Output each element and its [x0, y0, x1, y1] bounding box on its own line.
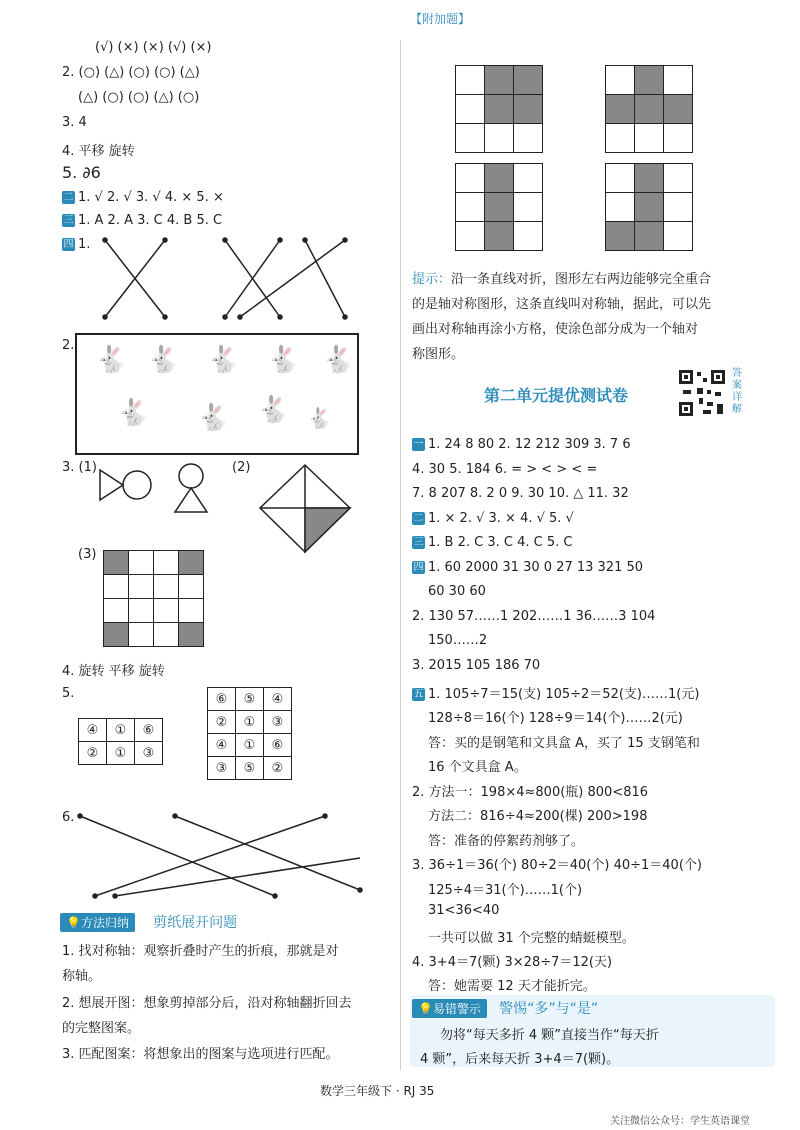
bunny-icon: 🐇 — [197, 403, 230, 433]
r7a: 3. 36÷1＝36(个) 80÷2＝40(个) 40÷1＝40(个) — [412, 858, 702, 873]
s4-row — [62, 237, 90, 252]
r4b: 60 30 60 — [428, 584, 486, 599]
r4d: 150……2 — [428, 633, 488, 648]
r5b: 128÷8＝16(个) 128÷9＝14(个)……2(元) — [428, 711, 683, 726]
grid-cell: ⑥ — [135, 719, 163, 742]
l5: 5. ∂6 — [62, 163, 101, 182]
symmetry-grid — [455, 65, 543, 153]
s3-answers: 1. A 2. A 3. C 4. B 5. C — [78, 213, 223, 228]
s4-5-label: 5. — [62, 686, 75, 701]
matching-lines-1 — [90, 235, 370, 325]
r7d: 一共可以做 31 个完整的蜻蜓模型。 — [428, 931, 635, 946]
grid-cell — [635, 95, 664, 124]
r5d: 16 个文具盒 A。 — [428, 760, 527, 775]
grid-cell — [456, 124, 485, 153]
grid-cell — [456, 95, 485, 124]
grid-cell: ③ — [208, 757, 236, 780]
grid-cell — [456, 193, 485, 222]
grid-cell — [606, 95, 635, 124]
warning-header — [412, 998, 598, 1018]
l2b: (△) (○) (○) (△) (○) — [78, 90, 200, 105]
grid-cell: ④ — [264, 688, 292, 711]
method-title: 剪纸展开问题 — [153, 915, 238, 931]
warn2: 4 颗”，后来每天折 3+4＝7(颗)。 — [420, 1052, 620, 1067]
s4-3-2-label: (2) — [232, 460, 251, 475]
s4-6-label: 6. — [62, 810, 75, 825]
grid-cell — [514, 193, 543, 222]
matching-lines-6 — [75, 808, 375, 903]
grid-cell — [485, 95, 514, 124]
grid-cell: ⑤ — [236, 688, 264, 711]
s3-badge: 三 — [63, 215, 74, 226]
qr-side-label: 答案详解 — [732, 368, 742, 415]
method-header — [60, 912, 237, 932]
grid-cell: ③ — [135, 742, 163, 765]
grid-cell — [456, 164, 485, 193]
grid-cell: ① — [236, 711, 264, 734]
grid-cell — [485, 124, 514, 153]
r2-badge: 二 — [413, 513, 424, 524]
bunny-icon: 🐇 — [322, 345, 355, 375]
grid-cell — [664, 164, 693, 193]
grid-cell: ④ — [79, 719, 107, 742]
s2-row — [62, 190, 224, 205]
hint3: 画出对称轴再涂小方格，使涂色部分成为一个轴对 — [412, 322, 699, 337]
s2-badge: 二 — [63, 192, 74, 203]
r5c: 答：买的是钢笔和文具盒 A，买了 15 支钢笔和 — [428, 736, 700, 751]
grid-cell: ② — [208, 711, 236, 734]
s4-4: 4. 旋转 平移 旋转 — [62, 664, 165, 679]
grid-cell — [456, 222, 485, 251]
grid-3 — [103, 550, 204, 647]
s4-badge: 四 — [63, 239, 74, 250]
grid-5b — [207, 687, 292, 780]
m1a: 1. 找对称轴：观察折叠时产生的折痕，那就是对 — [62, 944, 339, 959]
r3-row: 三 1. B 2. C 3. C 4. C 5. C — [413, 535, 573, 550]
grid-cell — [635, 193, 664, 222]
r4e: 3. 2015 105 186 70 — [412, 658, 541, 673]
bunny-icon: 🐇 — [207, 345, 240, 375]
l2a: 2. (○) (△) (○) (○) (△) — [62, 65, 200, 80]
grid-cell — [664, 222, 693, 251]
grid-cell — [635, 124, 664, 153]
warning-tag: 💡易错警示 — [412, 999, 487, 1018]
bunny-icon: 🐇 — [95, 345, 128, 375]
m2a: 2. 想展开图：想象剪掉部分后，沿对称轴翻折回去 — [62, 996, 352, 1011]
grid-cell: ① — [107, 742, 135, 765]
page-footer: 数学三年级下 · RJ 35 — [320, 1084, 435, 1098]
s4-2-label: 2. — [62, 338, 75, 353]
hint1: 提示：沿一条直线对折，图形左右两边能够完全重合 — [412, 272, 712, 287]
grid-cell: ④ — [208, 734, 236, 757]
hint-label: 提示： — [412, 272, 452, 287]
s4-1-label: 1. — [78, 237, 91, 252]
bunny-box — [75, 333, 359, 455]
grid-cell: ⑤ — [236, 757, 264, 780]
grid-cell: ③ — [264, 711, 292, 734]
l3: 3. 4 — [62, 115, 87, 130]
symmetry-grid — [605, 65, 693, 153]
grid-cell — [606, 66, 635, 95]
r4c: 2. 130 57……1 202……1 36……3 104 — [412, 609, 656, 624]
method-tag: 💡方法归纳 — [60, 913, 135, 932]
grid-cell — [606, 124, 635, 153]
warning-title: 警惕“多”与“是” — [499, 1001, 599, 1017]
grid-cell: ⑥ — [264, 734, 292, 757]
column-divider — [400, 40, 401, 1070]
r1-row: 一 1. 24 8 80 2. 12 212 309 3. 7 6 — [413, 437, 631, 452]
grid-cell — [635, 222, 664, 251]
unit-title: 第二单元提优测试卷 — [484, 386, 629, 405]
watermark: 关注微信公众号：学生英语课堂 — [610, 1116, 750, 1127]
s3-row — [62, 213, 222, 228]
grid-cell — [514, 164, 543, 193]
bunny-icon: 🐇 — [257, 395, 290, 425]
r5-row: 五 1. 105÷7＝15(支) 105÷2＝52(支)……1(元) — [413, 687, 700, 702]
symmetry-shapes-1 — [95, 460, 225, 520]
r6c: 答：准备的停絮药剂够了。 — [428, 834, 585, 849]
grid-cell — [485, 66, 514, 95]
r1c: 7. 8 207 8. 2 0 9. 30 10. △ 11. 32 — [412, 486, 629, 501]
r7b: 125÷4＝31(个)……1(个) — [428, 883, 583, 898]
grid-cell — [664, 95, 693, 124]
bunny-icon: 🐇 — [307, 406, 332, 430]
grid-cell — [514, 222, 543, 251]
r2-row: 二 1. × 2. √ 3. × 4. √ 5. √ — [413, 511, 574, 526]
hint2: 的是轴对称图形，这条直线叫对称轴，据此，可以先 — [412, 297, 712, 312]
symmetry-shapes-2 — [255, 460, 355, 560]
grid-cell — [485, 222, 514, 251]
r8b: 答：她需要 12 天才能折完。 — [428, 979, 596, 994]
grid-5a — [78, 718, 163, 765]
bunny-icon: 🐇 — [147, 345, 180, 375]
grid-cell: ① — [236, 734, 264, 757]
r4-row: 四 1. 60 2000 31 30 0 27 13 321 50 — [413, 560, 644, 575]
r5-badge: 五 — [413, 689, 424, 700]
grid-cell: ② — [79, 742, 107, 765]
bunny-icon: 🐇 — [117, 398, 150, 428]
r1b: 4. 30 5. 184 6. = > < > < = — [412, 462, 598, 477]
grid-cell — [664, 124, 693, 153]
grid-cell — [514, 95, 543, 124]
grid-cell — [606, 193, 635, 222]
s4-3-3-label: (3) — [78, 547, 97, 562]
grid-cell: ① — [107, 719, 135, 742]
bunny-icon: 🐇 — [267, 345, 300, 375]
m3: 3. 匹配图案：将想象出的图案与选项进行匹配。 — [62, 1047, 339, 1062]
grid-cell — [635, 164, 664, 193]
r3-badge: 三 — [413, 537, 424, 548]
s2-answers: 1. √ 2. √ 3. √ 4. × 5. × — [78, 190, 224, 205]
symmetry-grid — [455, 163, 543, 251]
bulb-icon: 💡 — [418, 1002, 433, 1016]
hint4: 称图形。 — [412, 347, 465, 362]
grid-cell — [635, 66, 664, 95]
r6a: 2. 方法一：198×4≈800(瓶) 800<816 — [412, 785, 649, 800]
symmetry-grid — [605, 163, 693, 251]
extra-title: 【附加题】 — [410, 12, 471, 26]
grid-cell — [485, 164, 514, 193]
grid-cell: ② — [264, 757, 292, 780]
bulb-icon: 💡 — [66, 916, 81, 930]
r4-badge: 四 — [413, 562, 424, 573]
grid-cell: ⑥ — [208, 688, 236, 711]
r6b: 方法二：816÷4≈200(棵) 200>198 — [428, 809, 648, 824]
r1-badge: 一 — [413, 439, 424, 450]
m2b: 的完整图案。 — [62, 1021, 141, 1036]
grid-cell — [606, 222, 635, 251]
s4-3-1-label: 3. (1) — [62, 460, 97, 475]
grid-cell — [606, 164, 635, 193]
l1: (√) (×) (×) (√) (×) — [95, 40, 212, 55]
grid-cell — [514, 66, 543, 95]
qr-code-icon — [677, 368, 727, 418]
r7c: 31<36<40 — [428, 903, 500, 918]
grid-cell — [514, 124, 543, 153]
grid-cell — [456, 66, 485, 95]
r8a: 4. 3+4＝7(颗) 3×28÷7＝12(天) — [412, 955, 613, 970]
l4: 4. 平移 旋转 — [62, 144, 135, 159]
grid-cell — [664, 66, 693, 95]
warn1: 勿将“每天多折 4 颗”直接当作“每天折 — [440, 1028, 659, 1043]
m1b: 称轴。 — [62, 969, 102, 984]
grid-cell — [664, 193, 693, 222]
grid-cell — [485, 193, 514, 222]
